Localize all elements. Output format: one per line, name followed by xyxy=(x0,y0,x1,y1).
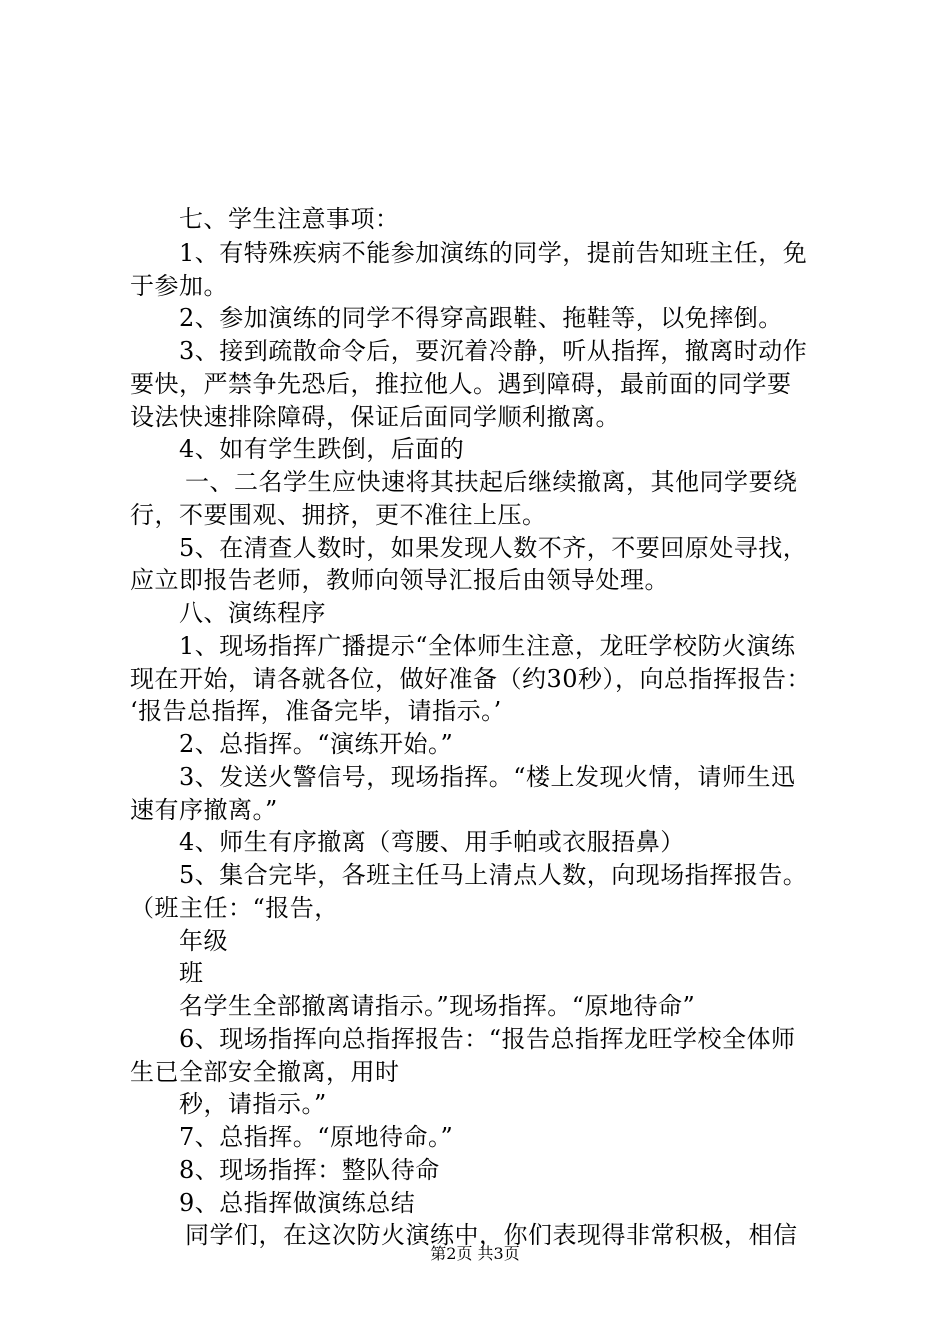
section-heading: 八、演练程序 xyxy=(179,599,326,627)
text-line: 年级 xyxy=(179,927,228,955)
text-line: 1、有特殊疾病不能参加演练的同学，提前告知班主任，免 xyxy=(179,239,808,267)
text-line: 4、师生有序撤离（弯腰、用手帕或衣服捂鼻） xyxy=(179,828,685,856)
text-line: 应立即报告老师，教师向领导汇报后由领导处理。 xyxy=(130,566,669,594)
text-line: 生已全部安全撤离，用时 xyxy=(130,1058,400,1086)
text-line: 6、现场指挥向总指挥报告：“报告总指挥龙旺学校全体师 xyxy=(179,1025,796,1053)
text-line: 行，不要围观、拥挤，更不准往上压。 xyxy=(130,501,547,529)
text-line: 7、总指挥。“原地待命。” xyxy=(179,1123,454,1151)
text-line: 4、如有学生跌倒，后面的 xyxy=(179,435,465,463)
text-line: 秒，请指示。” xyxy=(179,1090,327,1118)
text-line: （班主任：“报告， xyxy=(130,894,339,922)
text-line: 一、二名学生应快速将其扶起后继续撤离，其他同学要绕 xyxy=(185,468,798,496)
text-line: 班 xyxy=(179,959,204,987)
text-line: 5、在清查人数时，如果发现人数不齐，不要回原处寻找， xyxy=(179,534,808,562)
text-line: 3、发送火警信号，现场指挥。“楼上发现火情，请师生迅 xyxy=(179,763,796,791)
section-heading: 七、学生注意事项： xyxy=(179,205,400,233)
text-line: 于参加。 xyxy=(130,272,228,300)
text-line: 名学生全部撤离请指示。”现场指挥。“原地待命” xyxy=(179,992,696,1020)
text-line: 5、集合完毕，各班主任马上清点人数，向现场指挥报告。 xyxy=(179,861,808,889)
text-line: ‘报告总指挥，准备完毕，请指示。’ xyxy=(130,697,502,725)
text-line: 设法快速排除障碍，保证后面同学顺利撤离。 xyxy=(130,403,620,431)
text-line: 2、总指挥。“演练开始。” xyxy=(179,730,454,758)
text-line: 同学们，在这次防火演练中，你们表现得非常积极，相信 xyxy=(185,1221,798,1249)
text-line: 8、现场指挥：整队待命 xyxy=(179,1156,440,1184)
text-line: 9、总指挥做演练总结 xyxy=(179,1189,416,1217)
text-line: 1、现场指挥广播提示“全体师生注意，龙旺学校防火演练 xyxy=(179,632,796,660)
text-line: 现在开始，请各就各位，做好准备（约30秒），向总指挥报告： xyxy=(130,665,812,693)
text-line: 要快，严禁争先恐后，推拉他人。遇到障碍，最前面的同学要 xyxy=(130,370,792,398)
text-line: 3、接到疏散命令后，要沉着冷静，听从指挥，撤离时动作 xyxy=(179,337,808,365)
text-line: 2、参加演练的同学不得穿高跟鞋、拖鞋等，以免摔倒。 xyxy=(179,304,783,332)
page-number-footer: 第2页 共3页 xyxy=(430,1244,520,1263)
text-line: 速有序撤离。” xyxy=(130,796,278,824)
